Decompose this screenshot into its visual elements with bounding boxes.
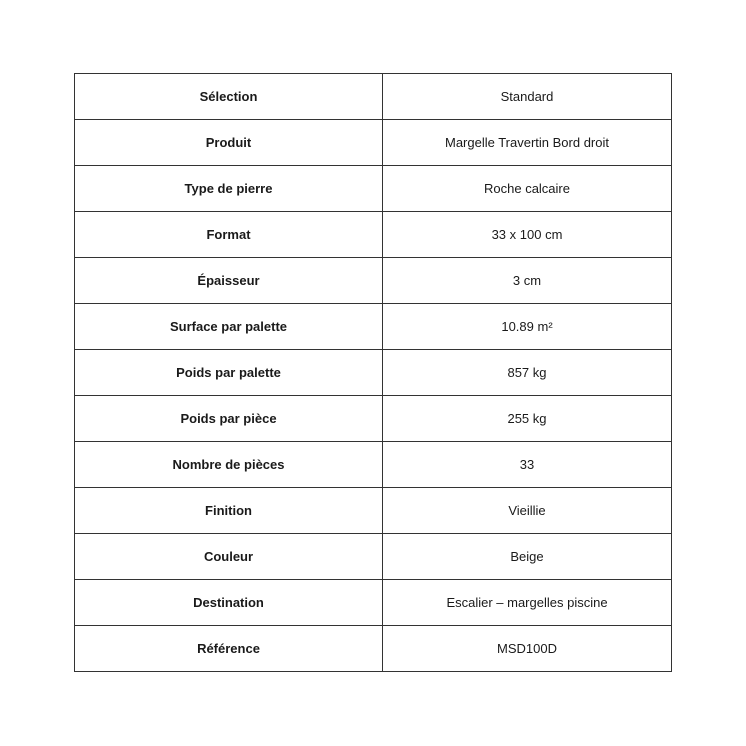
spec-label: Poids par palette: [75, 350, 383, 396]
spec-label: Surface par palette: [75, 304, 383, 350]
table-row: [75, 120, 672, 166]
spec-value: 255 kg: [383, 396, 672, 442]
table-row: [75, 304, 672, 350]
table-row: [75, 396, 672, 442]
spec-value: Escalier – margelles piscine: [383, 580, 672, 626]
spec-label: Destination: [75, 580, 383, 626]
spec-value: 3 cm: [383, 258, 672, 304]
spec-label: Référence: [75, 626, 383, 672]
spec-label: Couleur: [75, 534, 383, 580]
spec-value: Beige: [383, 534, 672, 580]
table-row: [75, 350, 672, 396]
spec-label: Produit: [75, 120, 383, 166]
product-spec-table: [74, 73, 672, 672]
spec-value: 10.89 m²: [383, 304, 672, 350]
table-row: [75, 534, 672, 580]
spec-value: MSD100D: [383, 626, 672, 672]
spec-label: Finition: [75, 488, 383, 534]
spec-label: Poids par pièce: [75, 396, 383, 442]
table-row: [75, 212, 672, 258]
spec-table-body: [75, 74, 672, 672]
table-row: [75, 442, 672, 488]
table-row: [75, 74, 672, 120]
spec-value: Roche calcaire: [383, 166, 672, 212]
table-row: [75, 258, 672, 304]
spec-value: 33: [383, 442, 672, 488]
spec-label: Épaisseur: [75, 258, 383, 304]
table-row: [75, 626, 672, 672]
table-row: [75, 488, 672, 534]
spec-value: 857 kg: [383, 350, 672, 396]
spec-value: 33 x 100 cm: [383, 212, 672, 258]
table-row: [75, 580, 672, 626]
spec-value: Standard: [383, 74, 672, 120]
table-row: [75, 166, 672, 212]
spec-label: Sélection: [75, 74, 383, 120]
spec-label: Type de pierre: [75, 166, 383, 212]
spec-value: Margelle Travertin Bord droit: [383, 120, 672, 166]
spec-label: Format: [75, 212, 383, 258]
spec-label: Nombre de pièces: [75, 442, 383, 488]
spec-value: Vieillie: [383, 488, 672, 534]
